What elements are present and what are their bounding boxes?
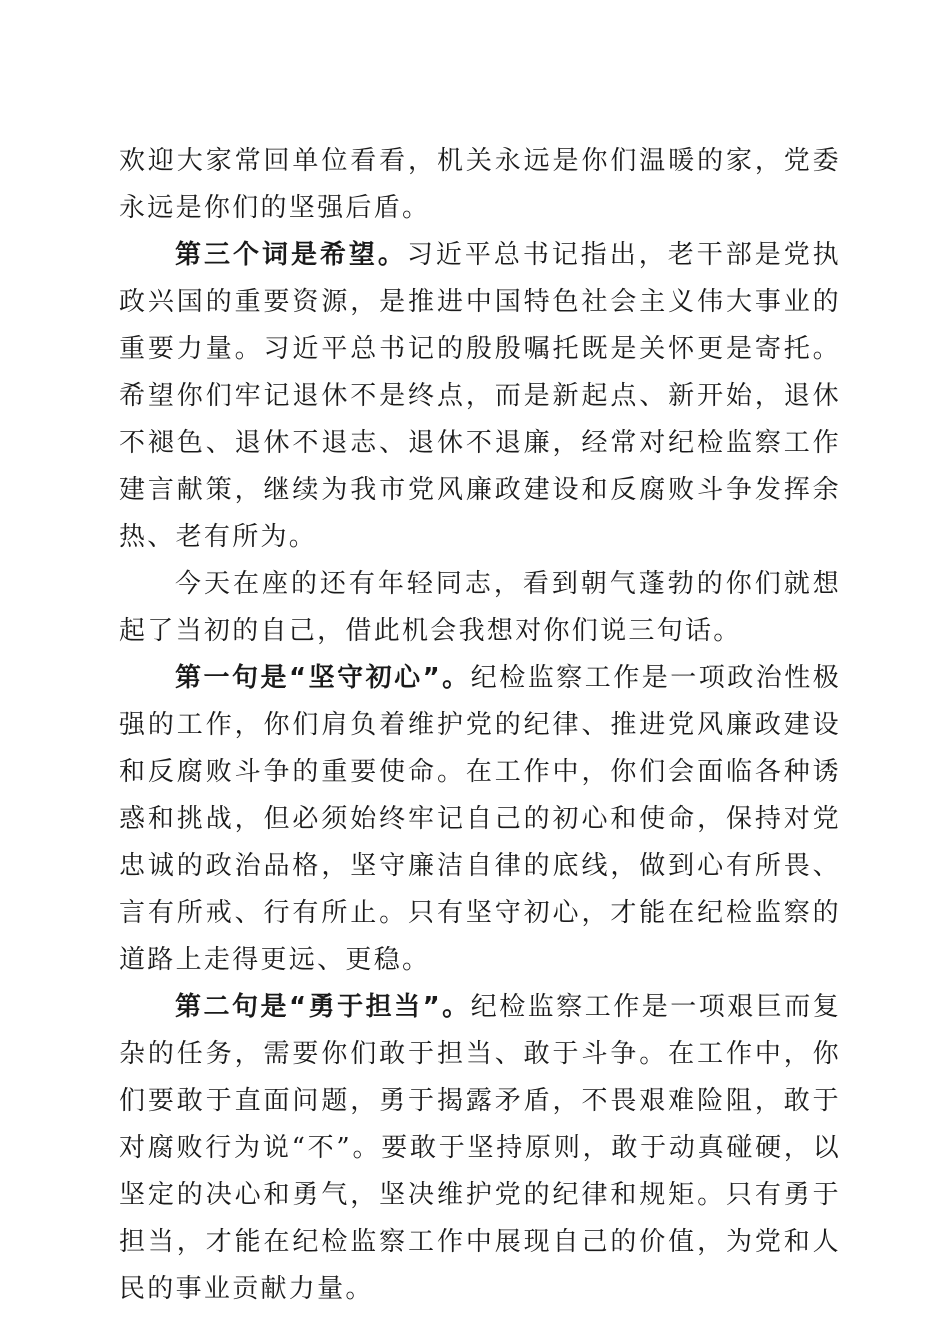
paragraph-second-sentence: [119, 984, 841, 1313]
paragraph-hope: [119, 232, 841, 561]
paragraph-text: 纪检监察工作是一项艰巨而复杂的任务，需要你们敢于担当、敢于斗争。在工作中，你们要敢于直面问题，勇于揭露矛盾，不畏艰难险阻，敢于对腐败行为说“不”。要敢于坚持原则，敢于动真碰硬，以坚定的决心和勇气，坚决维护党的纪律和规矩。只有勇于担当，才能在纪检监察工作中展现自己的价值，为党和人民的事业贡献力量。: [119, 992, 841, 1304]
paragraph-young-comrades: [119, 561, 841, 655]
paragraph-lead: 第二句是“勇于担当”。: [175, 992, 471, 1022]
document-body: [119, 138, 841, 1313]
paragraph-first-sentence: [119, 655, 841, 984]
paragraph-lead: 第三个词是希望。: [175, 240, 407, 270]
paragraph-text: 欢迎大家常回单位看看，机关永远是你们温暖的家，党委永远是你们的坚强后盾。: [119, 146, 841, 223]
paragraph-text: 今天在座的还有年轻同志，看到朝气蓬勃的你们就想起了当初的自己，借此机会我想对你们说三句话。: [119, 569, 841, 646]
paragraph-text: 习近平总书记指出，老干部是党执政兴国的重要资源，是推进中国特色社会主义伟大事业的重要力量。习近平总书记的殷殷嘱托既是关怀更是寄托。希望你们牢记退休不是终点，而是新起点、新开始，退休不褪色、退休不退志、退休不退廉，经常对纪检监察工作建言献策，继续为我市党风廉政建设和反腐败斗争发挥余热、老有所为。: [119, 240, 841, 552]
paragraph-lead: 第一句是“坚守初心”。: [175, 663, 471, 693]
paragraph-text: 纪检监察工作是一项政治性极强的工作，你们肩负着维护党的纪律、推进党风廉政建设和反腐败斗争的重要使命。在工作中，你们会面临各种诱惑和挑战，但必须始终牢记自己的初心和使命，保持对党忠诚的政治品格，坚守廉洁自律的底线，做到心有所畏、言有所戒、行有所止。只有坚守初心，才能在纪检监察的道路上走得更远、更稳。: [119, 663, 841, 975]
paragraph-continuation: [119, 138, 841, 232]
